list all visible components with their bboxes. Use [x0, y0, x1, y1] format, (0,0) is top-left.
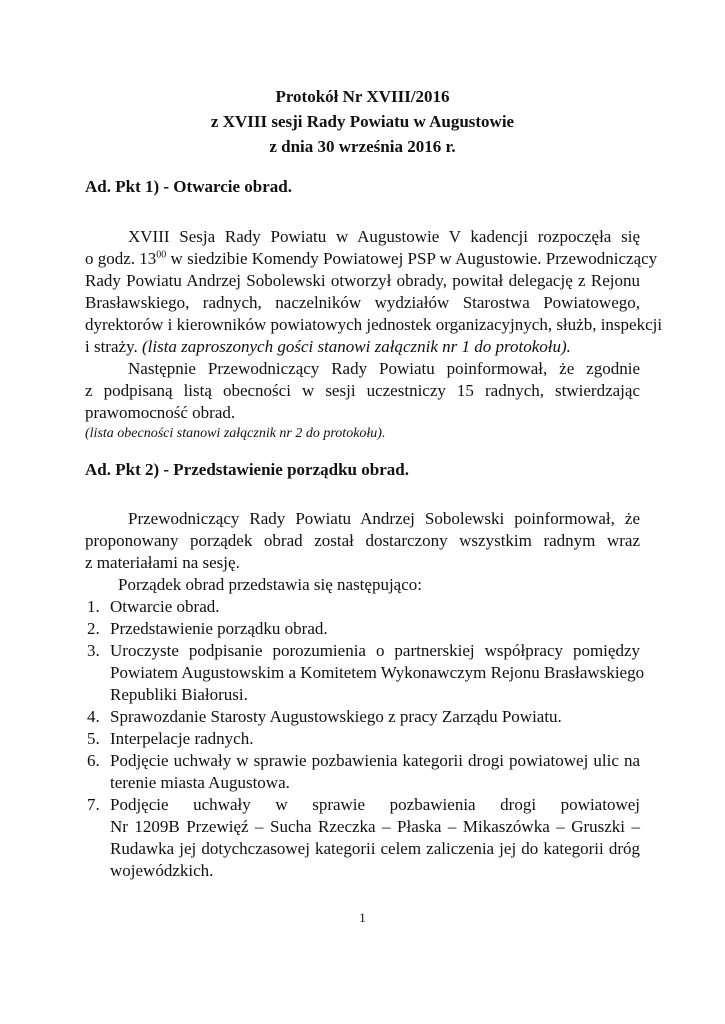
- agenda-item-7-line-4: wojewódzkich.: [110, 861, 214, 880]
- s1-p1-line-1: XVIII Sesja Rady Powiatu w Augustowie V kadencji rozpoczęła się: [128, 227, 640, 246]
- title-line-1: Protokół Nr XVIII/2016: [275, 87, 450, 106]
- agenda-item-1: Otwarcie obrad.: [110, 597, 220, 616]
- s2-p1-line-2: proponowany porządek obrad został dostarczony wszystkim radnym wraz: [85, 531, 640, 550]
- s1-p1-line-2: o godz. $13^{00}$ w siedzibie Komendy Powiatowej PSP w Augustowie. Przewodniczący: [85, 249, 658, 268]
- agenda-item-6-line-2: terenie miasta Augustowa.: [110, 773, 290, 792]
- s1-p1-line-6: i straży. (lista zaproszonych gości stanowi załącznik nr 1 do protokołu).: [85, 337, 571, 356]
- agenda-item-4-num: 4.: [87, 707, 100, 726]
- title-line-3: z dnia 30 września 2016 r.: [269, 137, 456, 156]
- agenda-item-2-num: 2.: [87, 619, 100, 638]
- agenda-item-3-num: 3.: [87, 641, 100, 660]
- section-2-heading: Ad. Pkt 2) - Przedstawienie porządku obrad.: [85, 460, 409, 479]
- agenda-item-5: Interpelacje radnych.: [110, 729, 254, 748]
- agenda-item-7-line-2: Nr 1209B Przewięź – Sucha Rzeczka – Płaska – Mikaszówka – Gruszki –: [110, 817, 640, 836]
- page-number: 1: [359, 910, 366, 925]
- agenda-item-7-line-3: Rudawka jej dotychczasowej kategorii celem zaliczenia jej do kategorii dróg: [110, 839, 640, 858]
- agenda-item-3-line-1: Uroczyste podpisanie porozumienia o partnerskiej współpracy pomiędzy: [110, 641, 640, 660]
- agenda-item-1-num: 1.: [87, 597, 100, 616]
- section-1-heading: Ad. Pkt 1) - Otwarcie obrad.: [85, 177, 292, 196]
- s1-p1-line-4: Brasławskiego, radnych, naczelników wydziałów Starostwa Powiatowego,: [85, 293, 640, 312]
- s2-p1-line-1: Przewodniczący Rady Powiatu Andrzej Sobolewski poinformował, że: [128, 509, 640, 528]
- s1-p2-line-2: z podpisaną listą obecności w sesji uczestniczy 15 radnych, stwierdzając: [85, 381, 640, 400]
- agenda-item-4: Sprawozdanie Starosty Augustowskiego z pracy Zarządu Powiatu.: [110, 707, 562, 726]
- agenda-item-7-num: 7.: [87, 795, 100, 814]
- agenda-item-6-num: 6.: [87, 751, 100, 770]
- s2-p1-line-3: z materiałami na sesję.: [85, 553, 240, 572]
- agenda-item-7-line-1: Podjęcie uchwały w sprawie pozbawienia drogi powiatowej: [110, 795, 640, 814]
- attachment-2-note: (lista obecności stanowi załącznik nr 2 do protokołu).: [85, 426, 386, 441]
- superscript-minutes: 00: [156, 249, 167, 261]
- s1-p1-line-3: Rady Powiatu Andrzej Sobolewski otworzył obrady, powitał delegację z Rejonu: [85, 271, 640, 290]
- agenda-item-2: Przedstawienie porządku obrad.: [110, 619, 328, 638]
- s1-p2-line-3: prawomocność obrad.: [85, 403, 236, 422]
- title-line-2: z XVIII sesji Rady Powiatu w Augustowie: [210, 112, 515, 131]
- agenda-item-5-num: 5.: [87, 729, 100, 748]
- attachment-1-note: (lista zaproszonych gości stanowi załącznik nr 1 do protokołu).: [141, 337, 571, 356]
- s1-p2-line-1: Następnie Przewodniczący Rady Powiatu poinformował, że zgodnie: [128, 359, 640, 378]
- document-title: [0, 84, 725, 159]
- s1-p1-line-5: dyrektorów i kierowników powiatowych jednostek organizacyjnych, służb, inspekcji: [85, 315, 663, 334]
- agenda-item-6-line-1: Podjęcie uchwały w sprawie pozbawienia kategorii drogi powiatowej ulic na: [110, 751, 640, 770]
- agenda-intro: Porządek obrad przedstawia się następująco:: [118, 575, 422, 594]
- agenda-item-3-line-2: Powiatem Augustowskim a Komitetem Wykonawczym Rejonu Brasławskiego: [110, 663, 645, 682]
- agenda-item-3-line-3: Republiki Białorusi.: [110, 685, 248, 704]
